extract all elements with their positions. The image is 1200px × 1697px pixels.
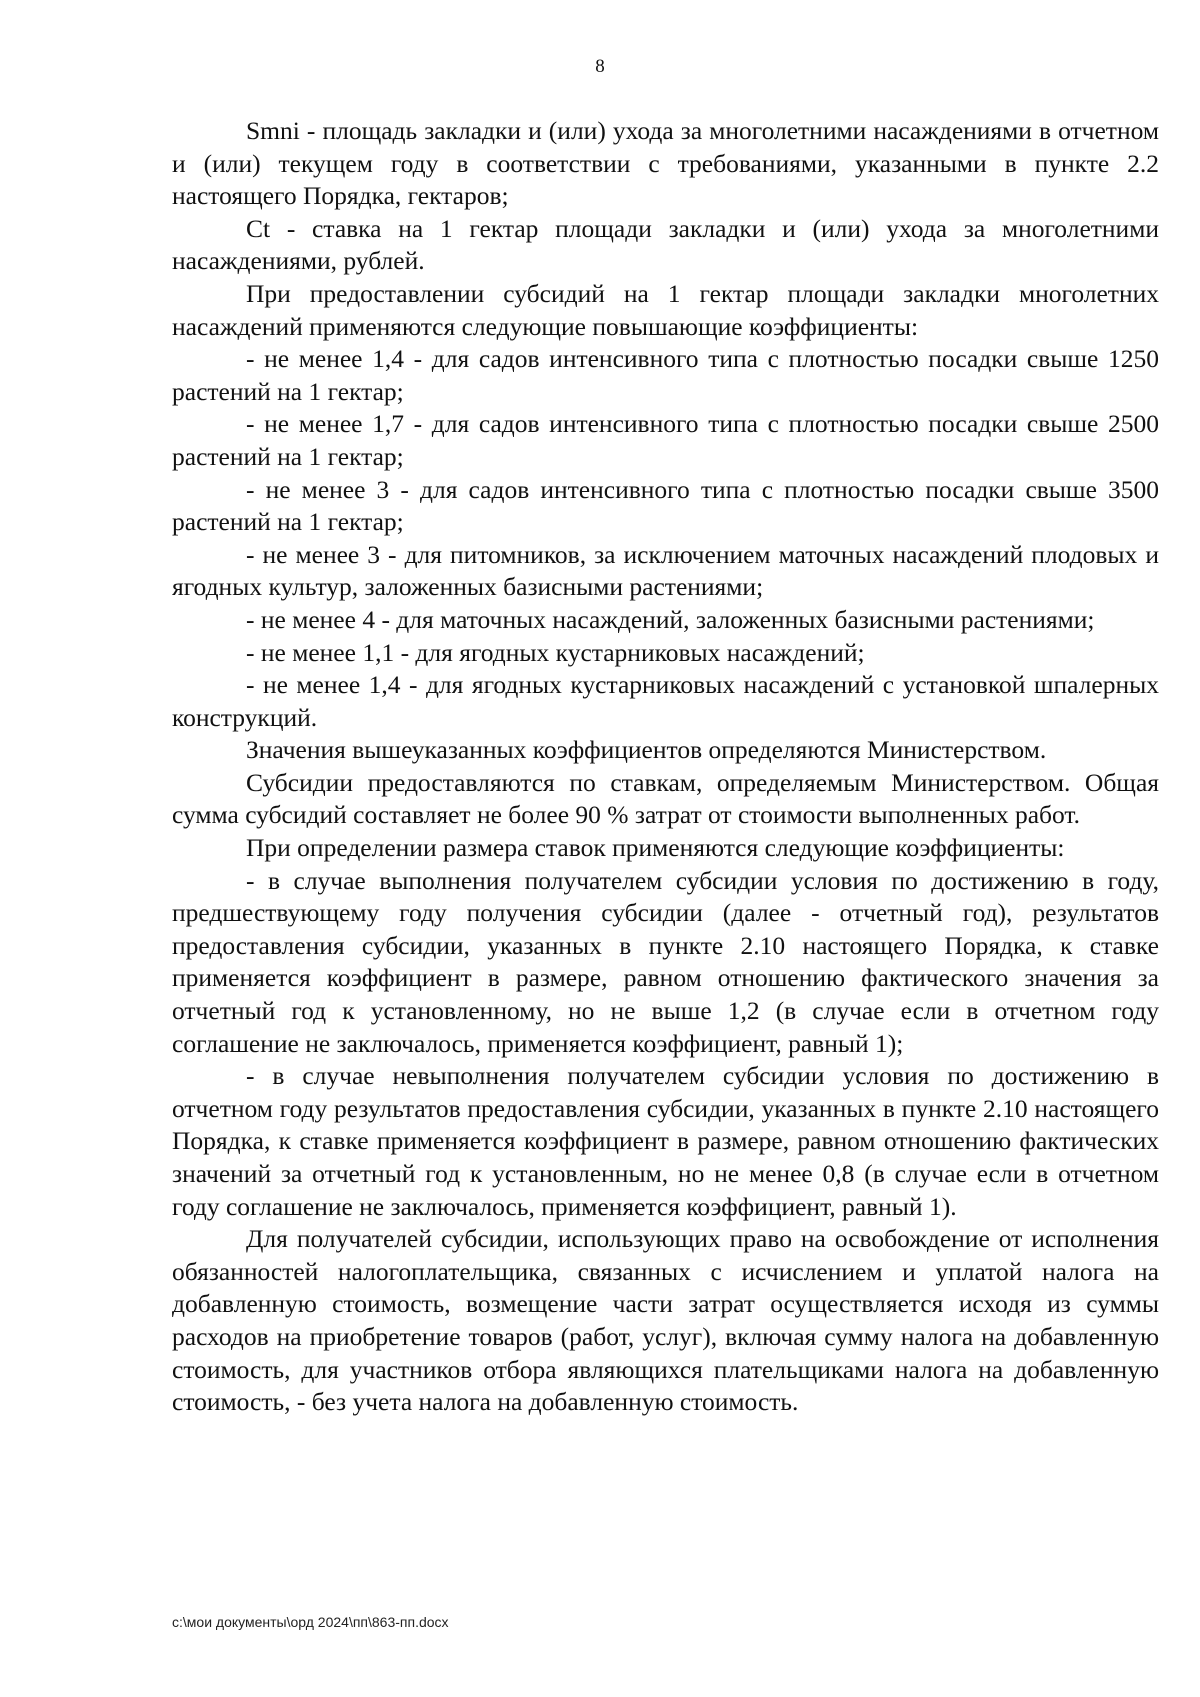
paragraph-vat-exemption: Для получателей субсидии, использующих право на освобождение от исполнения обязанностей налогоплательщика, связанных с исчислением и уплатой налога на добавленную стоимость, возмещение части затрат осуществляется исходя из суммы расходов на приобретение товаров (работ, услуг), включая сумму налога на добавленную стоимость, для участников отбора являющихся плательщиками налога на добавленную стоимость, - без учета налога на добавленную стоимость. [172, 1224, 1159, 1417]
list-item-fulfilled-condition: - в случае выполнения получателем субсидии условия по достижению в году, предшествующему году получения субсидии (далее - отчетный год), результатов предоставления субсидии, указанных в пункте 2.10 настоящего Порядка, к ставке применяется коэффициент в размере, равном отношению фактического значения за отчетный год к установленному, но не выше 1,2 (в случае если в отчетном году соглашение не заключалось, применяется коэффициент, равный 1); [172, 865, 1159, 1058]
page-number: 8 [595, 56, 605, 77]
list-item-unfulfilled-condition: - в случае невыполнения получателем субсидии условия по достижению в отчетном году результатов предоставления субсидии, указанных в пункте 2.10 настоящего Порядка, к ставке применяется коэффициент в размере, равном отношению фактических значений за отчетный год к установленным, но не менее 0,8 (в случае если в отчетном году соглашение не заключалось, применяется коэффициент, равный 1). [172, 1061, 1159, 1221]
paragraph-smni-definition: Smni - площадь закладки и (или) ухода за многолетними насаждениями в отчетном и (или) текущем году в соответствии с требованиями, указанными в пункте 2.2 настоящего Порядка, гектаров; [172, 116, 1159, 211]
paragraph-coefficients-defined: Значения вышеуказанных коэффициентов определяются Министерством. [246, 735, 1047, 765]
paragraph-ct-definition: Ct - ставка на 1 гектар площади закладки и (или) ухода за многолетними насаждениями, рублей. [172, 213, 1159, 276]
list-item-coefficient-nurseries: - не менее 3 - для питомников, за исключением маточных насаждений плодовых и ягодных культур, заложенных базисными растениями; [172, 539, 1159, 602]
list-item-coefficient-1250: - не менее 1,4 - для садов интенсивного типа с плотностью посадки свыше 1250 растений на 1 гектар; [172, 344, 1159, 406]
list-item-coefficient-berry-trellis: - не менее 1,4 - для ягодных кустарниковых насаждений с установкой шпалерных конструкций. [172, 670, 1159, 732]
paragraph-subsidy-rates: Субсидии предоставляются по ставкам, определяемым Министерством. Общая сумма субсидий составляет не более 90 % затрат от стоимости выполненных работ. [172, 767, 1159, 830]
list-item-coefficient-berry: - не менее 1,1 - для ягодных кустарниковых насаждений; [246, 637, 865, 667]
footer-file-path: c:\мои документы\орд 2024\пп\863-пп.docx [172, 1614, 449, 1630]
list-item-coefficient-3500: - не менее 3 - для садов интенсивного типа с плотностью посадки свыше 3500 растений на 1 гектар; [172, 474, 1159, 537]
paragraph-coefficients-intro: При предоставлении субсидий на 1 гектар площади закладки многолетних насаждений применяются следующие повышающие коэффициенты: [172, 278, 1159, 341]
document-body [172, 115, 1159, 1419]
list-item-coefficient-mother-plantings: - не менее 4 - для маточных насаждений, заложенных базисными растениями; [246, 604, 1095, 634]
paragraph-rate-coefficients-intro: При определении размера ставок применяются следующие коэффициенты: [246, 833, 1065, 863]
list-item-coefficient-2500: - не менее 1,7 - для садов интенсивного типа с плотностью посадки свыше 2500 растений на 1 гектар; [172, 409, 1159, 471]
